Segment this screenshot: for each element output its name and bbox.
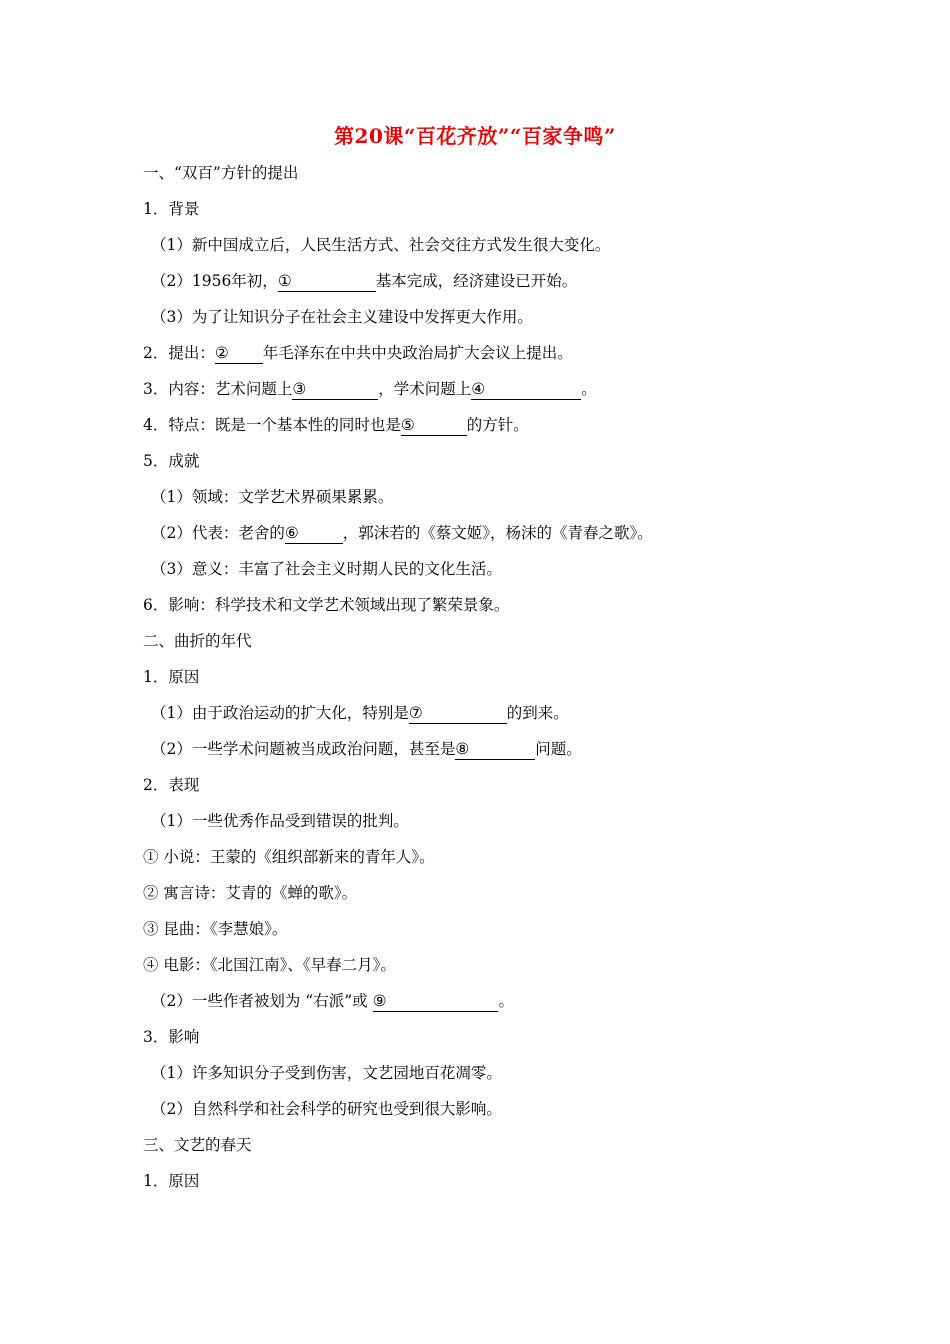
worksheet-line	[143, 230, 843, 266]
blank-number: ⑧	[455, 740, 470, 758]
line-text: 基本完成，经济建设已开始。	[375, 272, 578, 290]
worksheet-line	[143, 446, 843, 482]
line-text: 年毛泽东在中共中央政治局扩大会议上提出。	[262, 344, 573, 362]
fill-in-blank[interactable]	[471, 379, 581, 400]
worksheet-line	[143, 266, 843, 302]
worksheet-line	[143, 194, 843, 230]
worksheet-line	[143, 770, 843, 806]
blank-number: ⑦	[408, 704, 423, 722]
worksheet-line	[143, 482, 843, 518]
fill-in-blank[interactable]	[292, 379, 378, 400]
worksheet-line	[143, 950, 843, 986]
line-text: 1．背景	[143, 200, 200, 218]
line-text: 的方针。	[466, 416, 529, 434]
fill-in-blank[interactable]	[455, 739, 535, 760]
line-text: （1）新中国成立后，人民生活方式、社会交往方式发生很大变化。	[151, 236, 611, 254]
worksheet-line	[143, 590, 843, 626]
line-text: 5．成就	[143, 452, 200, 470]
worksheet-line	[143, 806, 843, 842]
line-text: 1．原因	[143, 668, 200, 686]
line-text: 一、“双百”方针的提出	[143, 164, 299, 182]
worksheet-line	[143, 878, 843, 914]
worksheet-body	[143, 158, 843, 1202]
blank-number: ⑥	[284, 524, 299, 542]
line-text: （1）由于政治运动的扩大化，特别是	[151, 704, 409, 722]
line-text: 1．原因	[143, 1172, 200, 1190]
worksheet-line	[143, 1094, 843, 1130]
worksheet-line	[143, 842, 843, 878]
line-text: ③ 昆曲：《李慧娘》。	[143, 920, 288, 938]
blank-number: ⑤	[400, 416, 415, 434]
worksheet-line	[143, 626, 843, 662]
fill-in-blank[interactable]	[278, 271, 376, 292]
worksheet-line	[143, 410, 843, 446]
line-text: （1）领域：文学艺术界硕果累累。	[151, 488, 394, 506]
line-text: （3）为了让知识分子在社会主义建设中发挥更大作用。	[151, 308, 533, 326]
line-text: （2）一些学术问题被当成政治问题，甚至是	[151, 740, 456, 758]
line-text: （2）自然科学和社会科学的研究也受到很大影响。	[151, 1100, 502, 1118]
line-text: 4．特点：既是一个基本性的同时也是	[143, 416, 401, 434]
worksheet-line	[143, 1166, 843, 1202]
line-text: 6．影响：科学技术和文学艺术领域出现了繁荣景象。	[143, 596, 510, 614]
worksheet-line	[143, 698, 843, 734]
line-text: 2．表现	[143, 776, 200, 794]
line-text: （3）意义：丰富了社会主义时期人民的文化生活。	[151, 560, 502, 578]
line-text: 二、曲折的年代	[143, 632, 252, 650]
fill-in-blank[interactable]	[401, 415, 467, 436]
blank-number: ③	[292, 380, 307, 398]
worksheet-line	[143, 734, 843, 770]
worksheet-line	[143, 338, 843, 374]
line-text: （2）代表：老舍的	[151, 524, 285, 542]
worksheet-line	[143, 554, 843, 590]
line-text: 。	[581, 380, 597, 398]
worksheet-line	[143, 1130, 843, 1166]
worksheet-line	[143, 1022, 843, 1058]
worksheet-line	[143, 158, 843, 194]
line-text: 3．内容：艺术问题上	[143, 380, 293, 398]
line-text: ，郭沫若的《蔡文姬》，杨沫的《青春之歌》。	[342, 524, 653, 542]
line-text: 三、文艺的春天	[143, 1136, 252, 1154]
line-text: 3．影响	[143, 1028, 200, 1046]
blank-number: ⑨	[372, 992, 387, 1010]
blank-number: ①	[277, 272, 292, 290]
lesson-title: 第20课“百花齐放”“百家争鸣”	[334, 124, 616, 148]
fill-in-blank[interactable]	[285, 523, 343, 544]
line-text: ，学术问题上	[378, 380, 472, 398]
blank-number: ②	[214, 344, 229, 362]
line-text: （1）一些优秀作品受到错误的批判。	[151, 812, 409, 830]
worksheet-line	[143, 662, 843, 698]
line-text: ② 寓言诗：艾青的《蝉的歌》。	[143, 884, 358, 902]
fill-in-blank[interactable]	[215, 343, 263, 364]
worksheet-line	[143, 986, 843, 1022]
blank-number: ④	[471, 380, 486, 398]
line-text: 2．提出：	[143, 344, 215, 362]
line-text: 问题。	[535, 740, 582, 758]
line-text: ① 小说：王蒙的《组织部新来的青年人》。	[143, 848, 435, 866]
line-text: 。	[498, 992, 514, 1010]
fill-in-blank[interactable]	[409, 703, 507, 724]
line-text: （1）许多知识分子受到伤害，文艺园地百花凋零。	[151, 1064, 502, 1082]
worksheet-line	[143, 518, 843, 554]
worksheet-line	[143, 1058, 843, 1094]
worksheet-line	[143, 374, 843, 410]
line-text: （2）一些作者被划为 “右派”或	[151, 992, 373, 1010]
line-text: 的到来。	[506, 704, 569, 722]
line-text: （2）1956年初，	[151, 272, 278, 290]
fill-in-blank[interactable]	[373, 991, 499, 1012]
worksheet-line	[143, 302, 843, 338]
line-text: ④ 电影：《北国江南》、《早春二月》。	[143, 956, 396, 974]
worksheet-line	[143, 914, 843, 950]
